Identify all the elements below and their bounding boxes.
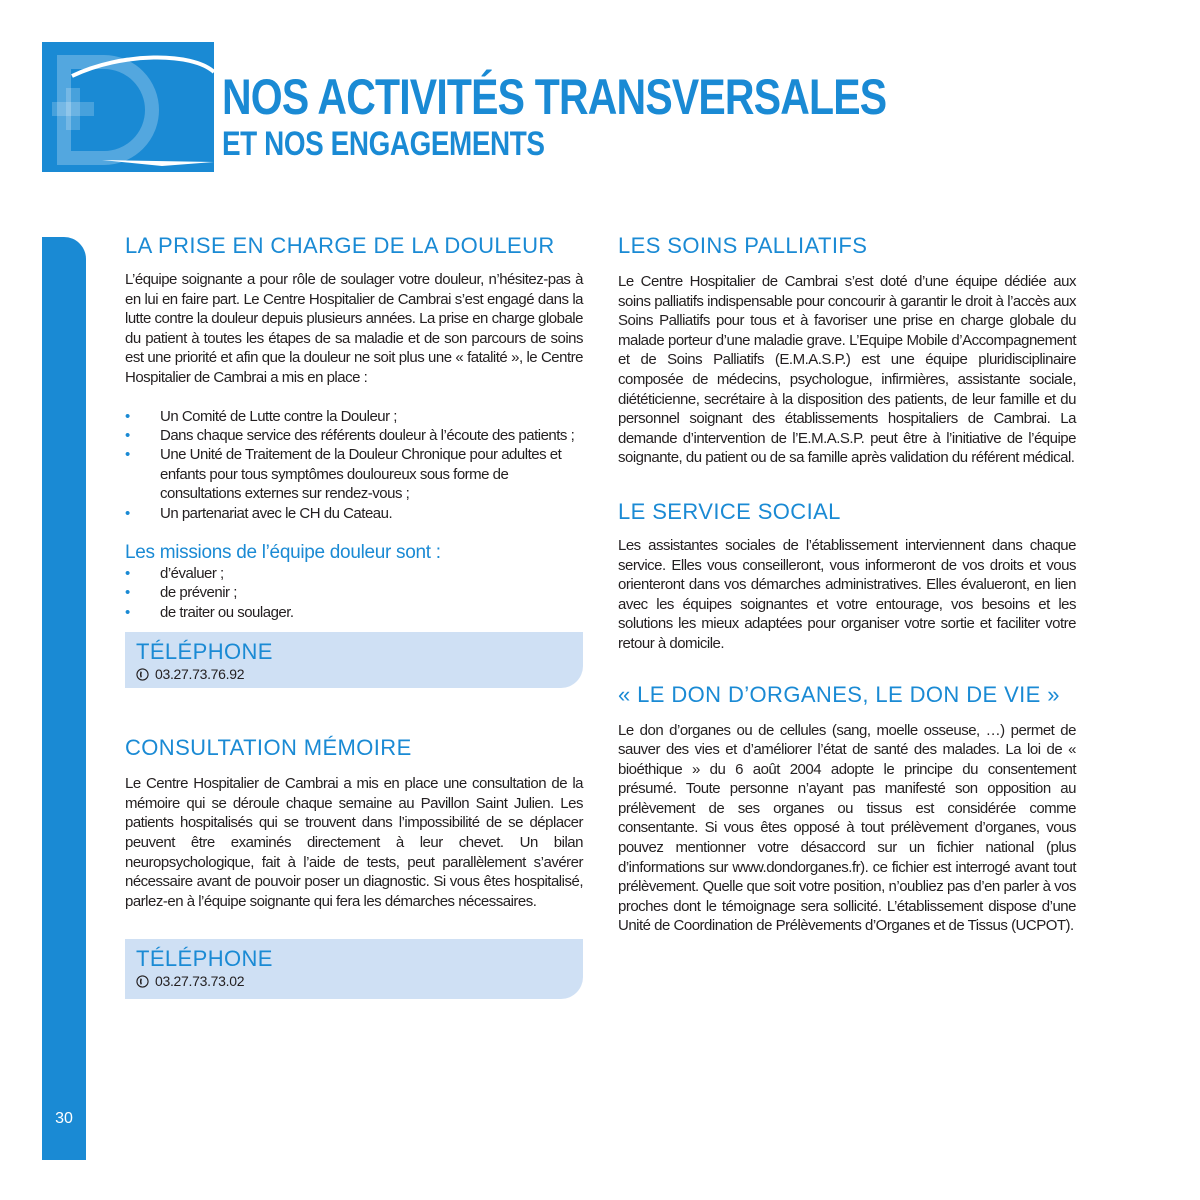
list-douleur xyxy=(125,407,583,523)
telephone-number: 03.27.73.73.02 xyxy=(155,973,245,990)
logo xyxy=(42,42,214,172)
left-column xyxy=(125,232,583,999)
section-heading-palliatifs: LES SOINS PALLIATIFS xyxy=(618,233,868,258)
telephone-line xyxy=(136,973,583,990)
phone-icon xyxy=(136,975,149,988)
list-item: • Un Comité de Lutte contre la Douleur ; xyxy=(125,407,397,425)
page-number: 30 xyxy=(55,1110,73,1127)
section-heading-memoire: CONSULTATION MÉMOIRE xyxy=(125,735,412,761)
page-title: NOS ACTIVITÉS TRANSVERSALES xyxy=(222,69,887,125)
section-heading-douleur: LA PRISE EN CHARGE DE LA DOULEUR xyxy=(125,233,555,258)
paragraph-palliatifs: Le Centre Hospitalier de Cambrai s’est doté d’une équipe dédiée aux soins palliatifs indispensable pour concourir à garantir le droit à l’accès aux Soins Palliatifs pour tous et à favoriser une prise en charge globale du malade porteur d’une maladie grave. L’Equipe Mobile d’Accompagnement et de Soins Palliatifs (E.M.A.S.P.) est une équipe pluridisciplinaire composée de médecins, psychologue, infirmières, assistante sociale, diététicienne, secrétaire à la disposition des patients, de leur famille et du personnel soignant des établissements hospitaliers de Cambrai. La demande d’intervention de l’E.M.A.S.P. peut être à l’initiative de l’équipe soignante, du patient ou de sa famille après validation du référent médical. xyxy=(618,273,1076,467)
list-item: • Dans chaque service des référents douleur à l’écoute des patients ; xyxy=(125,426,575,444)
paragraph-organes: Le don d’organes ou de cellules (sang, moelle osseuse, …) permet de sauver des vies et d’améliorer l’état de santé des malades. La loi de « bioéthique » du 6 août 2004 adopte le principe du consentement présumé. Toute personne n’ayant pas manifesté son opposition au prélèvement de ses organes ou tissus est considérée comme consentante. Si vous êtes opposé à tout prélèvement d’organes, vous pouvez mentionner votre désaccord sur un fichier national (plus d’informations sur www.dondorganes.fr). ce fichier est interrogé avant tout prélèvement. Quelle que soit votre position, n’oubliez pas d’en parler à vos proches dont le témoignage sera sollicité. L’établissement dispose d’une Unité de Coordination de Prélèvements d’Organes et de Tissus (UCPOT). xyxy=(618,721,1076,935)
bullet-icon: • xyxy=(125,504,130,522)
paragraph-douleur: L’équipe soignante a pour rôle de soulager votre douleur, n’hésitez-pas à en lui en faire part. Le Centre Hospitalier de Cambrai s’est engagé dans la lutte contre la douleur depuis plusieurs années. La prise en charge globale du patient à toutes les étapes de sa maladie et de son parcours de soins est une priorité et afin que la douleur ne soit plus une « fatalité », le Centre Hospitalier de Cambrai a mis en place : xyxy=(125,271,583,386)
list-item: • de traiter ou soulager. xyxy=(125,603,294,621)
section-heading-organes: « LE DON D’ORGANES, LE DON DE VIE » xyxy=(618,681,1060,707)
telephone-box-memoire xyxy=(125,939,583,999)
phone-icon xyxy=(136,668,149,681)
telephone-box-douleur xyxy=(125,632,583,688)
list-item: • Une Unité de Traitement de la Douleur Chronique pour adultes et enfants pour tous symptômes douloureux sous forme de consultations externes sur rendez-vous ; xyxy=(125,446,562,503)
telephone-number: 03.27.73.76.92 xyxy=(155,666,245,683)
bullet-icon: • xyxy=(125,603,130,621)
list-item: • Un partenariat avec le CH du Cateau. xyxy=(125,504,393,522)
logo-graphic xyxy=(42,42,214,172)
telephone-line xyxy=(136,666,583,683)
telephone-label: TÉLÉPHONE xyxy=(136,946,273,972)
paragraph-social: Les assistantes sociales de l’établissement interviennent dans chaque service. Elles vous conseilleront, vous informeront de vos droits et vous orienteront dans vos démarches administratives. Elles évalueront, en lien avec les équipes soignantes et votre entourage, vos besoins et les solutions les mieux adaptées pour organiser votre sortie et faciliter votre retour à domicile. xyxy=(618,536,1076,652)
paragraph-memoire: Le Centre Hospitalier de Cambrai a mis en place une consultation de la mémoire qui se déroule chaque semaine au Pavillon Saint Julien. Les patients hospitalisés qui se trouvent dans l’impossibilité de se déplacer peuvent être examinés directement à leur chevet. Un bilan neuropsychologique, fait à l’aide de tests, peut parallèlement s’avérer nécessaire avant de pouvoir poser un diagnostic. Si vous êtes hospitalisé, parlez-en à l’équipe soignante qui fera les démarches nécessaires. xyxy=(125,775,583,910)
list-missions xyxy=(125,564,583,622)
bullet-icon: • xyxy=(125,426,130,444)
telephone-label: TÉLÉPHONE xyxy=(136,639,273,665)
bullet-icon: • xyxy=(125,565,130,582)
side-bar xyxy=(42,237,86,1160)
list-item: • d’évaluer ; xyxy=(125,565,224,582)
section-heading-social: LE SERVICE SOCIAL xyxy=(618,498,841,524)
missions-heading: Les missions de l’équipe douleur sont : xyxy=(125,542,441,563)
bullet-icon: • xyxy=(125,407,130,425)
list-item: • de prévenir ; xyxy=(125,584,237,602)
bullet-icon: • xyxy=(125,584,130,602)
bullet-icon: • xyxy=(125,446,130,464)
page-subtitle: ET NOS ENGAGEMENTS xyxy=(222,125,545,163)
right-column xyxy=(618,232,1076,936)
page-header xyxy=(222,68,1032,164)
